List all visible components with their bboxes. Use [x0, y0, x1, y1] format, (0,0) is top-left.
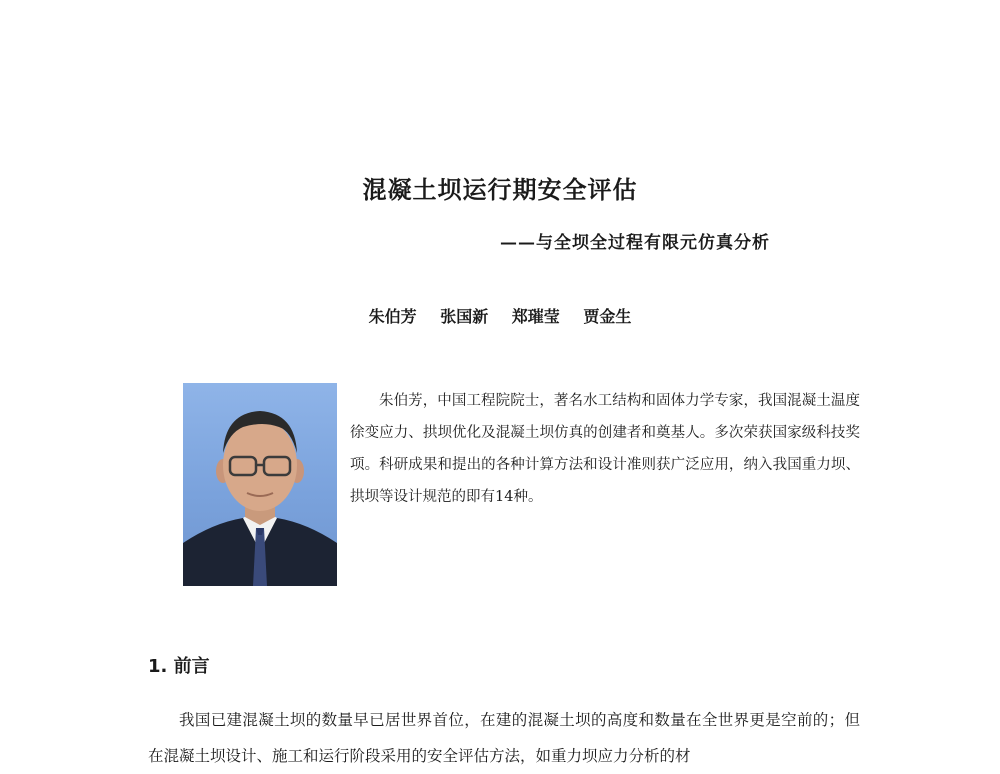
body-paragraph: 我国已建混凝土坝的数量早已居世界首位，在建的混凝土坝的高度和数量在全世界更是空前的；但在混凝土坝设计、施工和运行阶段采用的安全评估方法，如重力坝应力分析的材 — [148, 711, 860, 765]
document-subtitle: ——与全坝全过程有限元仿真分析 — [500, 233, 770, 253]
document-title: 混凝土坝运行期安全评估 — [362, 176, 638, 204]
author-portrait-photo — [183, 383, 337, 586]
section-heading: 1. 前言 — [148, 656, 210, 677]
author-name: 郑璀莹 — [511, 307, 560, 326]
author-name: 朱伯芳 — [368, 307, 417, 326]
author-list — [0, 304, 1000, 327]
author-bio: 朱伯芳，中国工程院院士，著名水工结构和固体力学专家，我国混凝土温度徐变应力、拱坝优化及混凝土坝仿真的创建者和奠基人。多次荣获国家级科技奖项。科研成果和提出的各种计算方法和设计准则获广泛应用，纳入我国重力坝、拱坝等设计规范的即有14种。 — [350, 393, 860, 505]
author-name: 贾金生 — [583, 307, 632, 326]
author-name: 张国新 — [440, 307, 489, 326]
